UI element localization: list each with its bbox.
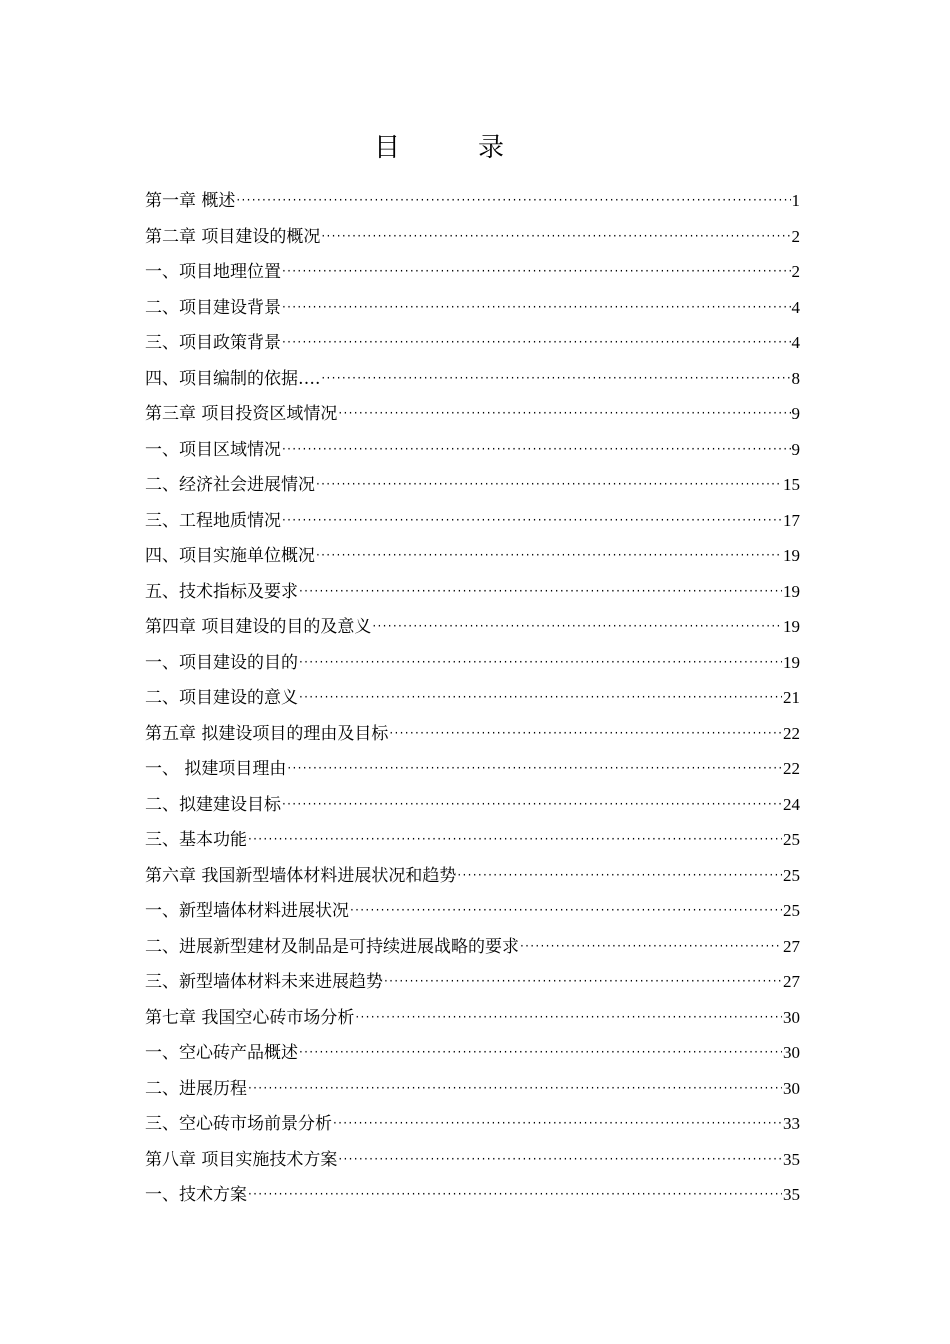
toc-page-number: 30 [783,1078,800,1098]
toc-page-number: 1 [791,191,800,210]
toc-leader [299,574,782,610]
toc-entry-text: 二、经济社会进展情况 [145,475,315,495]
toc-page-number: 17 [783,510,800,530]
toc-leader [372,609,782,645]
toc-entry[interactable] [145,1106,800,1142]
toc-leader [282,503,782,539]
toc-entry-text: 一、项目建设的目的 [145,652,298,673]
toc-entry[interactable] [145,325,800,361]
toc-entry[interactable] [145,254,800,290]
toc-leader [282,325,791,361]
toc-entry[interactable] [145,396,800,432]
toc-leader [282,290,791,326]
toc-entry-text: 二、项目建设背景 [145,297,281,318]
toc-entry-text: 二、进展历程 [145,1078,247,1099]
toc-page-number: 25 [783,865,800,885]
toc-entry[interactable] [145,183,800,219]
toc-page-number: 19 [783,652,800,672]
toc-leader [248,1177,782,1213]
toc-page-number: 19 [783,617,800,636]
toc-entry[interactable] [145,964,800,1000]
toc-entry[interactable] [145,787,800,823]
toc-page-number: 30 [783,1007,800,1027]
toc-page-number: 9 [791,439,800,459]
toc-entry[interactable] [145,751,800,787]
toc-entry-text: 第三章 项目投资区域情况 [145,404,338,424]
toc-leader [355,1000,782,1036]
toc-leader [333,1106,782,1142]
toc-entry[interactable] [145,503,800,539]
toc-entry-text: 五、技术指标及要求 [145,581,298,602]
toc-entry[interactable] [145,219,800,255]
toc-page-number: 9 [791,404,800,423]
toc-entry[interactable] [145,929,800,965]
toc-entry-text: 四、项目实施单位概况 [145,546,315,566]
toc-entry[interactable] [145,1142,800,1178]
toc-title: 目 录 [373,133,530,163]
toc-entry[interactable] [145,645,800,681]
toc-entry[interactable] [145,538,800,574]
toc-page-number: 24 [783,794,800,814]
toc-entry[interactable] [145,1035,800,1071]
toc-leader [520,929,782,965]
toc-entry-text: 第八章 项目实施技术方案 [145,1149,338,1170]
toc-page-number: 25 [783,901,800,920]
toc-page-number: 4 [791,297,800,317]
toc-entry-text: 三、项目政策背景 [145,333,281,353]
toc-page-number: 27 [783,972,800,991]
toc-leader [299,680,782,716]
toc-entry-text: 第六章 我国新型墙体材料进展状况和趋势 [145,865,457,886]
toc-leader [282,787,782,823]
toc-page-number: 4 [791,333,800,352]
toc-entry-text: 第一章 概述 [145,191,236,211]
toc-entry[interactable] [145,432,800,468]
toc-entry-text: 二、进展新型建材及制品是可持续进展战略的要求 [145,936,519,957]
toc-page-number: 15 [783,475,800,494]
toc-leader [389,716,782,752]
toc-leader [321,219,790,255]
toc-leader [316,467,782,503]
toc-entry[interactable] [145,893,800,929]
toc-page-number: 2 [791,226,800,246]
toc-page-number: 33 [783,1114,800,1133]
toc-entry[interactable] [145,1177,800,1213]
toc-entry[interactable] [145,1000,800,1036]
toc-entry-text: 二、拟建建设目标 [145,794,281,815]
toc-leader [299,645,782,681]
toc-entry[interactable] [145,716,800,752]
toc-entry[interactable] [145,822,800,858]
toc-entry-text: 第四章 项目建设的目的及意义 [145,617,372,637]
toc-entry[interactable] [145,609,800,645]
toc-leader [248,822,782,858]
toc-entry[interactable] [145,1071,800,1107]
toc-leader [384,964,782,1000]
toc-entry[interactable] [145,680,800,716]
toc-leader [338,396,790,432]
toc-entry[interactable] [145,858,800,894]
toc-entry-text: 三、基本功能 [145,830,247,850]
toc-entry[interactable] [145,361,800,397]
toc-page-number: 22 [783,723,800,743]
toc-entry-text: 第七章 我国空心砖市场分析 [145,1007,355,1028]
toc-leader [282,254,791,290]
toc-page-number: 25 [783,830,800,849]
toc-page-number: 19 [783,581,800,601]
toc-entry-text: 一、空心砖产品概述 [145,1043,298,1063]
toc-entry-text: 一、新型墙体材料进展状况 [145,901,349,921]
toc-entry-text: 一、项目区域情况 [145,439,281,460]
toc-page-number: 21 [783,688,800,707]
toc-leader [457,858,782,894]
toc-page-number: 2 [791,262,800,281]
toc-entry-text: 第五章 拟建设项目的理由及目标 [145,723,389,744]
toc-entry-text: 一、项目地理位置 [145,262,281,282]
toc-entry[interactable] [145,290,800,326]
toc-entry[interactable] [145,467,800,503]
toc-page-number: 22 [783,759,800,778]
toc-page-number: 35 [783,1149,800,1169]
toc-leader [282,432,791,468]
toc-leader [248,1071,782,1107]
toc-entry-text: 三、工程地质情况 [145,510,281,531]
toc-page-number: 8 [791,368,800,388]
toc-page-number: 30 [783,1043,800,1062]
toc-leader [338,1142,782,1178]
toc-leader [321,361,790,397]
toc-entry[interactable] [145,574,800,610]
toc-leader [316,538,782,574]
toc-entry-text: 一、技术方案 [145,1185,247,1205]
toc-entry-text: 四、项目编制的依据…. [145,368,321,389]
toc-entry-text: 一、 拟建项目理由 [145,759,287,779]
toc-entry-text: 二、项目建设的意义 [145,688,298,708]
toc-page-number: 35 [783,1185,800,1204]
toc-leader [236,183,790,219]
toc-entry-text: 三、新型墙体材料未来进展趋势 [145,972,383,992]
toc-page-number: 27 [783,936,800,956]
toc-leader [350,893,782,929]
toc-leader [299,1035,782,1071]
toc-entry-text: 第二章 项目建设的概况 [145,226,321,247]
toc-list [145,183,800,1213]
toc-leader [287,751,782,787]
toc-entry-text: 三、空心砖市场前景分析 [145,1114,332,1134]
toc-page-number: 19 [783,546,800,565]
